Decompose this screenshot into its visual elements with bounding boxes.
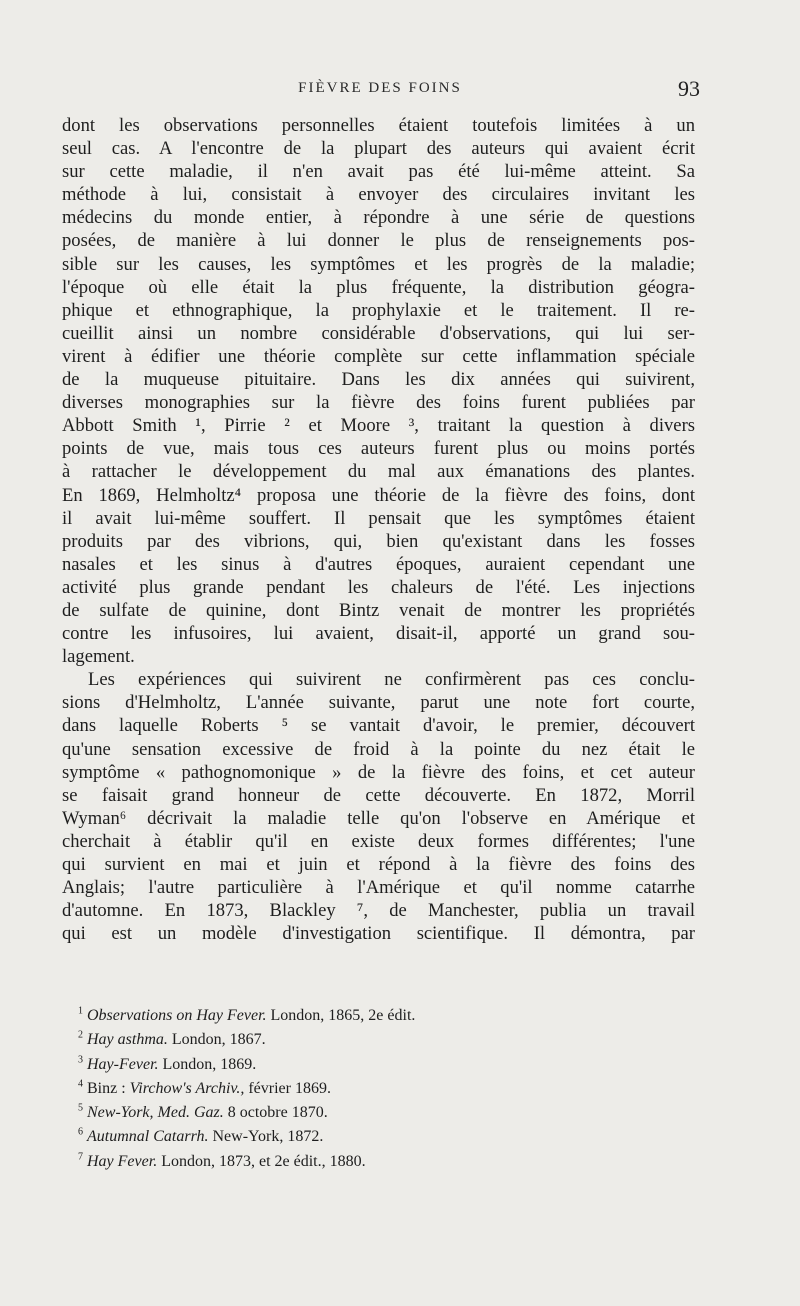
text-line: dont les observations personnelles étaient toutefois limitées à un (62, 115, 695, 136)
text-line: Les expériences qui suivirent ne confirmèrent pas ces conclu- (88, 669, 695, 691)
text-line: à rattacher le développement du mal aux émanations des plantes. (62, 461, 695, 483)
footnote-details: London, 1869. (158, 1055, 257, 1073)
running-title: FIÈVRE DES FOINS (298, 80, 462, 96)
text-line: contre les infusoires, lui avaient, disait-il, apporté un grand sou- (62, 623, 695, 645)
text-line: qui survient en mai et juin et répond à la fièvre des foins des (62, 854, 695, 875)
text-line: sions d'Helmholtz, L'année suivante, parut une note fort courte, (62, 692, 695, 714)
footnote (78, 1028, 678, 1052)
page-number: 93 (678, 76, 700, 101)
text-line: symptôme « pathognomonique » de la fièvre des foins, et cet auteur (62, 761, 695, 783)
text-line: Anglais; l'autre particulière à l'Amérique et qu'il nomme catarrhe (62, 877, 695, 899)
footnote-number: 1 (78, 1005, 83, 1017)
text-line: points de vue, mais tous ces auteurs furent plus ou moins portés (62, 438, 695, 460)
text-line: cherchait à établir qu'il en existe deux formes différentes; l'une (62, 830, 695, 852)
text-line: phique et ethnographique, la prophylaxie et le traitement. Il re- (62, 299, 695, 321)
text-line: posées, de manière à lui donner le plus de renseignements pos- (62, 230, 695, 252)
footnote-details: London, 1865, 2e édit. (266, 1007, 416, 1024)
text-line: de la muqueuse pituitaire. Dans les dix années qui suivirent, (62, 369, 695, 391)
text-line: qui est un modèle d'investigation scientifique. Il démontra, par (62, 923, 695, 945)
text-line: cueillit ainsi un nombre considérable d'observations, qui lui ser- (62, 322, 695, 344)
text-line: se faisait grand honneur de cette découverte. En 1872, Morril (62, 784, 695, 806)
text-line: sur cette maladie, il n'en avait pas été lui-même atteint. Sa (62, 161, 695, 183)
footnotes (78, 1004, 678, 1174)
footnote-title: Autumnal Catarrh. (87, 1128, 209, 1146)
text-line: dans laquelle Roberts ⁵ se vantait d'avoir, le premier, découvert (62, 715, 695, 737)
text-line: virent à édifier une théorie complète sur cette inflammation spéciale (62, 345, 695, 367)
footnote-title: Virchow's Archiv., (129, 1079, 245, 1097)
footnote (78, 1077, 678, 1101)
text-line: En 1869, Helmholtz⁴ proposa une théorie de la fièvre des foins, dont (62, 484, 695, 506)
text-line: il avait lui-même souffert. Il pensait que les symptômes étaient (62, 507, 695, 529)
text-line: diverses monographies sur la fièvre des foins furent publiées par (62, 392, 695, 414)
text-line: lagement. (62, 646, 135, 668)
footnote-title: Hay-Fever. (87, 1055, 159, 1073)
text-line: de sulfate de quinine, dont Bintz venait de montrer les propriétés (62, 599, 695, 621)
footnote (78, 1125, 678, 1149)
footnote (78, 1101, 678, 1125)
text-line: d'automne. En 1873, Blackley ⁷, de Manchester, publia un travail (62, 900, 695, 922)
footnote-details: février 1869. (244, 1079, 331, 1097)
text-line: médecins du monde entier, à répondre à une série de questions (62, 207, 695, 229)
footnote (78, 1053, 678, 1077)
footnote-details: New-York, 1872. (208, 1128, 324, 1146)
footnote-title: Observations on Hay Fever. (87, 1007, 267, 1024)
text-line: Wyman⁶ décrivait la maladie telle qu'on l'observe en Amérique et (62, 807, 695, 829)
footnote-number: 4 (78, 1078, 83, 1090)
footnote-details: London, 1867. (167, 1031, 266, 1049)
footnote-prefix: Binz : (87, 1079, 130, 1097)
footnote-number: 5 (78, 1102, 83, 1114)
footnote (78, 1004, 678, 1028)
text-line: nasales et les sinus à d'autres époques, auraient cependant une (62, 553, 695, 575)
footnote-title: New-York, Med. Gaz. (87, 1104, 224, 1122)
footnote-number: 6 (78, 1127, 83, 1139)
text-line: produits par des vibrions, qui, bien qu'existant dans les fosses (62, 530, 695, 552)
text-line: activité plus grande pendant les chaleurs de l'été. Les injections (62, 576, 695, 598)
text-line: seul cas. A l'encontre de la plupart des auteurs qui avaient écrit (62, 138, 695, 160)
footnote-title: Hay asthma. (87, 1031, 168, 1049)
footnote-number: 7 (78, 1151, 83, 1163)
footnote-number: 3 (78, 1054, 83, 1066)
text-line: l'époque où elle était la plus fréquente, la distribution géogra- (62, 276, 695, 298)
text-line: méthode à lui, consistait à envoyer des circulaires invitant les (62, 184, 695, 206)
footnote-details: 8 octobre 1870. (223, 1104, 328, 1122)
text-line: Abbott Smith ¹, Pirrie ² et Moore ³, traitant la question à divers (62, 415, 695, 437)
page-header (60, 76, 700, 106)
text-line: qu'une sensation excessive de froid à la pointe du nez était le (62, 738, 695, 760)
body-text (62, 114, 695, 945)
footnote-details: London, 1873, et 2e édit., 1880. (157, 1152, 366, 1170)
text-line: sible sur les causes, les symptômes et les progrès de la maladie; (62, 253, 695, 275)
footnote-title: Hay Fever. (87, 1152, 158, 1170)
footnote (78, 1150, 678, 1174)
footnote-number: 2 (78, 1029, 83, 1041)
